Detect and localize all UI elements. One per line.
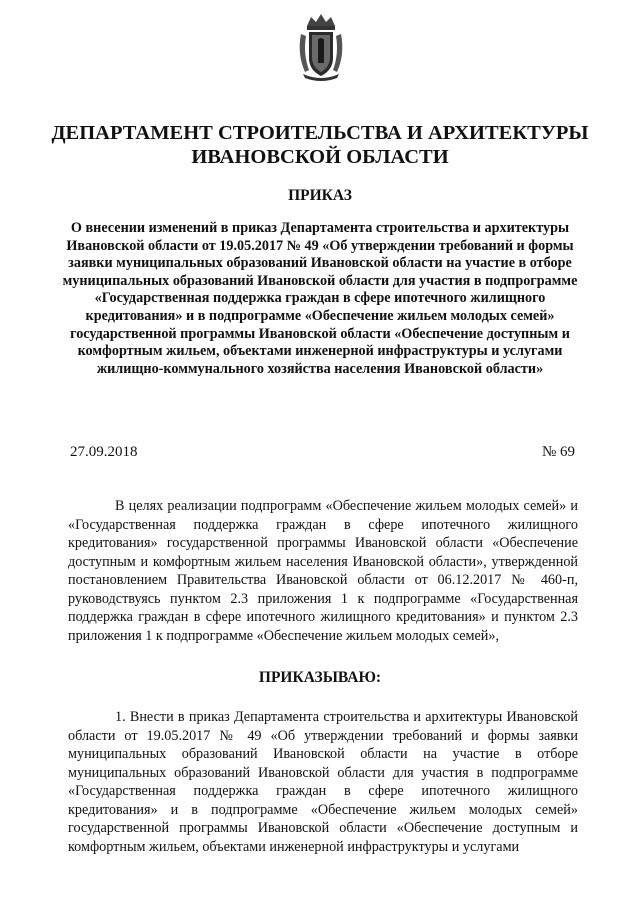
- item-1-paragraph: 1. Внести в приказ Департамента строительства и архитектуры Ивановской области от 19.05.2017 № 49 «Об утверждении требований и формы заявки муниципальных образований Ивановской области на участие в отборе муниципальных образований Ивановской области для участия в подпрограмме «Государственная поддержка граждан в сфере ипотечного жилищного кредитования» и в подпрограмме «Обеспечение жильем молодых семей» государственной программы Ивановской области «Обеспечение доступным и комфортным жильем, объектами инженерной инфраструктуры и услугами: [68, 709, 578, 855]
- order-date: 27.09.2018: [70, 444, 138, 460]
- coat-of-arms-icon: [297, 12, 345, 82]
- order-subject: О внесении изменений в приказ Департамента строительства и архитектуры Ивановской области от 19.05.2017 № 49 «Об утверждении требований и формы заявки муниципальных образований Ивановской области на участие в отборе муниципальных образований Ивановской области для участия в подпрограмме «Государственная поддержка граждан в сфере ипотечного жилищного кредитования» и в подпрограмме «Обеспечение жильем молодых семей» государственной программы Ивановской области «Обеспечение доступным и комфортным жильем, объектами инженерной инфраструктуры и услугами жилищно-коммунального хозяйства населения Ивановской области»: [62, 220, 578, 377]
- order-command: ПРИКАЗЫВАЮ:: [258, 669, 382, 686]
- order-title: ПРИКАЗ: [288, 187, 352, 204]
- preamble-paragraph: В целях реализации подпрограмм «Обеспечение жильем молодых семей» и «Государственная поддержка граждан в сфере ипотечного жилищного кредитования» государственной программы Ивановской области «Обеспечение доступным и комфортным жильем населения Ивановской области», утвержденной постановлением Правительства Ивановской области от 06.12.2017 № 460-п, руководствуясь пунктом 2.3 приложения 1 к подпрограмме «Государственная поддержка граждан в сфере ипотечного жилищного кредитования» и пунктом 2.3 приложения 1 к подпрограмме «Обеспечение жильем молодых семей»,: [68, 498, 578, 644]
- order-number: № 69: [541, 444, 575, 460]
- department-name: ДЕПАРТАМЕНТ СТРОИТЕЛЬСТВА И АРХИТЕКТУРЫ ИВАНОВСКОЙ ОБЛАСТИ: [51, 122, 589, 168]
